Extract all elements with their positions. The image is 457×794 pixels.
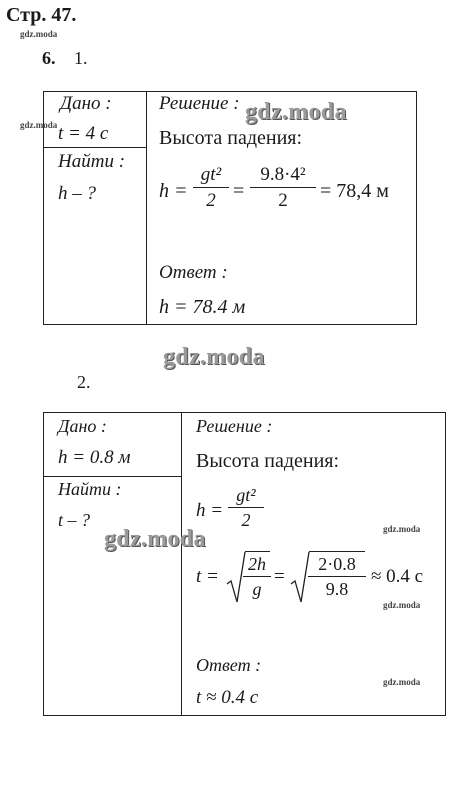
problem1-height-text: Высота падения: [159,127,303,149]
problem1-given-divider [43,147,146,148]
problem1-given-label: Дано : [60,93,112,114]
task-number: 6. [42,48,56,68]
watermark-large-2: gdz.moda [163,344,265,370]
problem1-frac2 [250,164,316,212]
problem2-solution-label: Решение : [196,416,273,436]
problem2-answer-label: Ответ : [196,655,262,675]
problem2-frac [228,485,264,531]
page-title: Стр. 47. [6,4,77,26]
problem2-sqrt2-den: 9.8 [325,579,349,599]
sqrt1-bar [245,551,270,552]
problem1-given-t: t = 4 с [58,123,109,144]
problem2-sqrt1-num: 2h [243,554,271,577]
problem1-frac2-den: 2 [278,190,288,211]
problem1-frac1-num: gt² [193,164,229,188]
watermark-small-2: gdz.moda [383,524,421,534]
problem2-eq-result: ≈ 0.4 с [371,566,424,587]
problem1-eq-h: h = [159,180,188,202]
problem2-eq-eq: = [274,566,285,587]
watermark-small-1: gdz.moda [20,120,58,130]
problem2-given-label: Дано : [58,416,107,436]
problem2-answer: t ≈ 0.4 с [196,687,259,708]
problem1-find-label: Найти : [58,151,126,172]
problem1-frac2-num: 9.8·4² [250,164,316,188]
watermark: gdz.moda [20,29,58,39]
problem1-frac1 [193,164,229,212]
watermark-large-1: gdz.moda [245,99,347,125]
problem2-find-t: t – ? [58,510,91,530]
watermark-small-3: gdz.moda [383,600,421,610]
problem1-eq-result: = 78,4 м [320,180,389,202]
problem1-find-h: h – ? [58,183,96,204]
problem1-solution-label: Решение : [159,93,240,114]
problem2-frac-num: gt² [228,485,264,508]
problem1-frac1-den: 2 [206,190,216,211]
problem2-divider [181,412,182,716]
watermark-small-4: gdz.moda [383,677,421,687]
problem2-height-text: Высота падения: [196,450,340,472]
problem2-number: 2. [77,372,91,392]
problem2-find-label: Найти : [58,479,122,499]
problem1-answer: h = 78.4 м [159,296,246,318]
problem2-sqrt2-num: 2·0.8 [308,554,366,577]
problem1-divider [146,91,147,325]
problem1-answer-label: Ответ : [159,262,228,283]
watermark-large-3: gdz.moda [104,526,206,552]
problem1-eq-eq1: = [233,180,245,202]
problem2-given-divider [43,476,181,477]
sqrt2-bar [309,551,365,552]
problem2-sqrt1 [243,554,271,600]
sqrt2-sign [290,550,310,606]
problem2-sqrt1-den: g [252,579,262,599]
problem2-sqrt2 [308,554,366,600]
problem1-number: 1. [74,48,88,68]
problem2-eq-t: t = [196,566,219,587]
problem2-eq-h: h = [196,500,224,521]
problem2-frac-den: 2 [241,510,251,530]
problem2-given-h: h = 0.8 м [58,447,131,468]
